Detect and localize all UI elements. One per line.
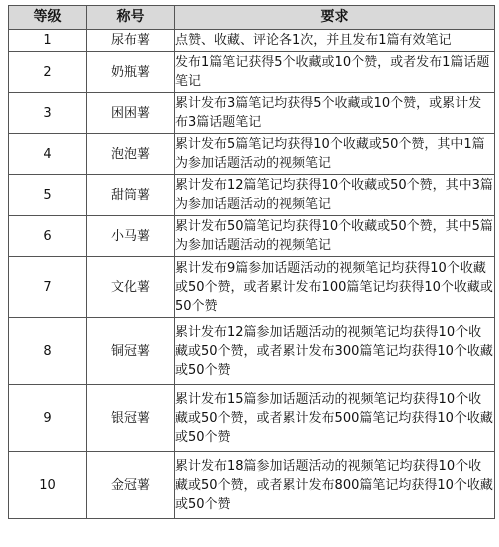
requirement-cell: 累计发布50篇笔记均获得10个收藏或50个赞，其中5篇为参加话题活动的视频笔记 bbox=[175, 216, 495, 257]
title-cell: 奶瓶薯 bbox=[87, 52, 175, 93]
level-cell: 4 bbox=[9, 134, 87, 175]
requirement-cell: 累计发布3篇笔记均获得5个收藏或10个赞，或累计发布3篇话题笔记 bbox=[175, 93, 495, 134]
title-cell: 困困薯 bbox=[87, 93, 175, 134]
title-cell: 铜冠薯 bbox=[87, 318, 175, 385]
level-cell: 8 bbox=[9, 318, 87, 385]
title-cell: 泡泡薯 bbox=[87, 134, 175, 175]
level-cell: 5 bbox=[9, 175, 87, 216]
title-cell: 金冠薯 bbox=[87, 452, 175, 519]
levels-table bbox=[8, 5, 495, 519]
table-row bbox=[9, 318, 495, 385]
header-level: 等级 bbox=[9, 6, 87, 30]
title-cell: 小马薯 bbox=[87, 216, 175, 257]
table-row bbox=[9, 30, 495, 52]
table-header-row bbox=[9, 6, 495, 30]
requirement-cell: 累计发布12篇笔记均获得10个收藏或50个赞，其中3篇为参加话题活动的视频笔记 bbox=[175, 175, 495, 216]
requirement-cell: 累计发布9篇参加话题活动的视频笔记均获得10个收藏或50个赞，或者累计发布100篇笔记均获得10个收藏或50个赞 bbox=[175, 257, 495, 318]
header-requirement: 要求 bbox=[175, 6, 495, 30]
requirement-cell: 累计发布18篇参加话题活动的视频笔记均获得10个收藏或50个赞，或者累计发布800篇笔记均获得10个收藏或50个赞 bbox=[175, 452, 495, 519]
table-row bbox=[9, 257, 495, 318]
level-cell: 2 bbox=[9, 52, 87, 93]
title-cell: 甜筒薯 bbox=[87, 175, 175, 216]
table-row bbox=[9, 385, 495, 452]
levels-table-container bbox=[8, 5, 494, 519]
table-row bbox=[9, 216, 495, 257]
title-cell: 尿布薯 bbox=[87, 30, 175, 52]
table-row bbox=[9, 452, 495, 519]
requirement-cell: 累计发布5篇笔记均获得10个收藏或50个赞，其中1篇为参加话题活动的视频笔记 bbox=[175, 134, 495, 175]
level-cell: 3 bbox=[9, 93, 87, 134]
level-cell: 10 bbox=[9, 452, 87, 519]
table-row bbox=[9, 175, 495, 216]
requirement-cell: 点赞、收藏、评论各1次，并且发布1篇有效笔记 bbox=[175, 30, 495, 52]
level-cell: 6 bbox=[9, 216, 87, 257]
table-row bbox=[9, 93, 495, 134]
title-cell: 文化薯 bbox=[87, 257, 175, 318]
requirement-cell: 累计发布15篇参加话题活动的视频笔记均获得10个收藏或50个赞，或者累计发布500篇笔记均获得10个收藏或50个赞 bbox=[175, 385, 495, 452]
level-cell: 1 bbox=[9, 30, 87, 52]
requirement-cell: 累计发布12篇参加话题活动的视频笔记均获得10个收藏或50个赞，或者累计发布300篇笔记均获得10个收藏或50个赞 bbox=[175, 318, 495, 385]
level-cell: 9 bbox=[9, 385, 87, 452]
level-cell: 7 bbox=[9, 257, 87, 318]
table-row bbox=[9, 134, 495, 175]
title-cell: 银冠薯 bbox=[87, 385, 175, 452]
table-row bbox=[9, 52, 495, 93]
requirement-cell: 发布1篇笔记获得5个收藏或10个赞，或者发布1篇话题笔记 bbox=[175, 52, 495, 93]
header-title: 称号 bbox=[87, 6, 175, 30]
